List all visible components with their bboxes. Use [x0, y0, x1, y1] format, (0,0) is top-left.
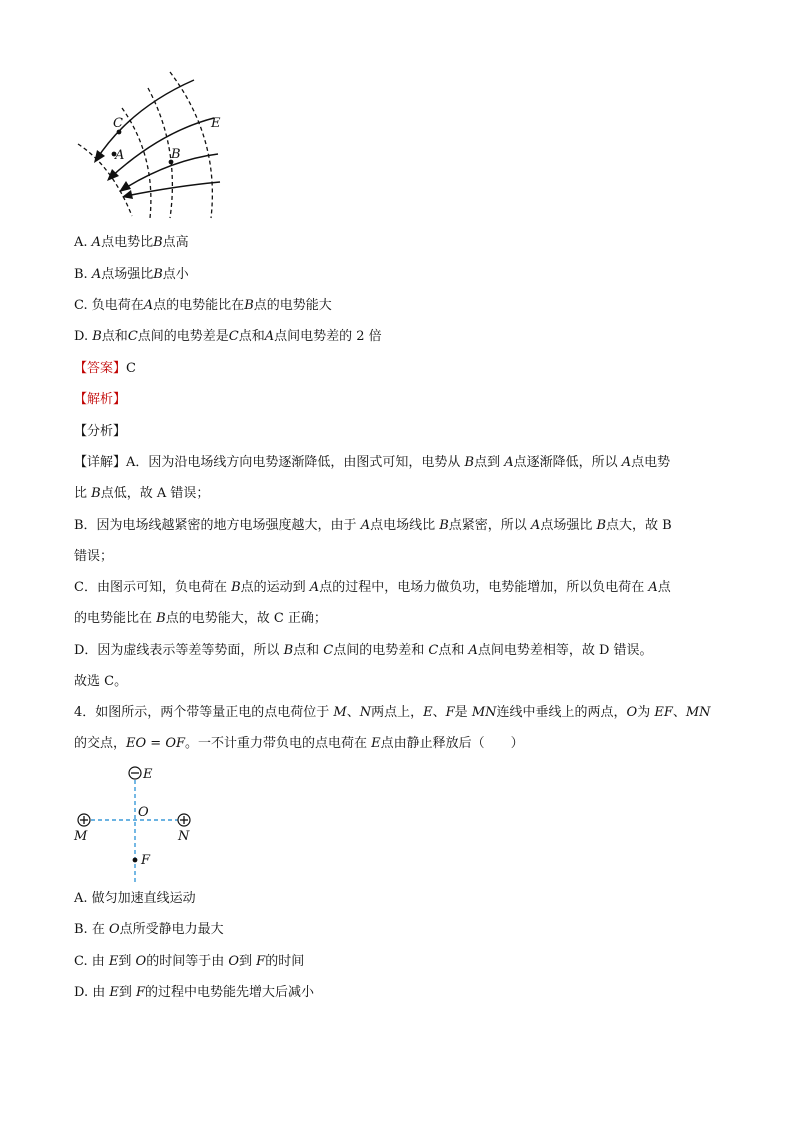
q4-option-d [74, 984, 314, 1002]
point-f-dot [133, 858, 138, 863]
text: B．因为电场线越紧密的地方电场强度越大，由于 [74, 518, 361, 533]
equation: EO = OF [126, 736, 185, 751]
point-var: B [153, 267, 163, 282]
detail-line-5 [74, 579, 671, 597]
option-text: 的时间 [265, 954, 305, 969]
option-letter: B. [74, 922, 88, 937]
text: A．因为沿电场线方向电势逐渐降低，由图式可知，电势从 [126, 455, 465, 470]
point-var: E [371, 736, 381, 751]
detail-line-7 [74, 642, 653, 660]
option-text: 到 [239, 954, 257, 969]
point-var: O [108, 922, 120, 937]
point-charges-figure [68, 760, 208, 886]
point-var: E [108, 954, 119, 969]
point-var: A [264, 329, 275, 344]
text: 点 [657, 580, 671, 595]
option-text: 由 [91, 954, 109, 969]
electric-field-figure [70, 68, 240, 220]
q4-stem-line-1 [74, 704, 711, 722]
point-var: C [428, 643, 439, 658]
text: 、 [346, 705, 360, 720]
point-var: M [333, 705, 347, 720]
text: 是 [454, 705, 472, 720]
detail-line-4: 错误； [74, 549, 114, 564]
point-var: C [127, 329, 138, 344]
answer-line [74, 360, 136, 378]
option-text: 到 [118, 954, 136, 969]
detail-label: 【详解】 [74, 455, 127, 470]
q3-option-c [74, 297, 332, 315]
option-text: 点小 [162, 267, 189, 282]
arrowhead-1 [94, 150, 105, 163]
text: 点紧密，所以 [448, 518, 531, 533]
point-var: A [309, 580, 320, 595]
point-var: A [91, 235, 102, 250]
text: 点和 [293, 643, 324, 658]
option-text: 做匀加速直线运动 [91, 891, 196, 906]
option-letter: D. [74, 329, 89, 344]
text: C．由图示可知，负电荷在 [74, 580, 232, 595]
text: 。一不计重力带负电的点电荷在 [185, 736, 372, 751]
text: 点大，故 B [606, 518, 672, 533]
point-var: B [283, 643, 294, 658]
point-var: E [109, 985, 119, 1000]
text: 点的电势能大，故 C 正确； [165, 611, 327, 626]
option-letter: B. [74, 267, 88, 282]
point-var: B [91, 486, 101, 501]
point-var: B [464, 455, 475, 470]
equipotential-3 [148, 88, 172, 218]
q3-option-a [74, 234, 189, 252]
q4-option-a [74, 890, 196, 908]
text: 点电场线比 [370, 518, 440, 533]
label-e: E [143, 767, 153, 782]
point-var: B [439, 518, 449, 533]
text: 点场强比 [540, 518, 597, 533]
option-letter: D. [74, 985, 89, 1000]
point-var: MN [471, 705, 497, 720]
text: 点的过程中，电场力做负功，电势能增加，所以负电荷在 [319, 580, 649, 595]
point-var: F [136, 985, 146, 1000]
point-var: N [359, 705, 372, 720]
option-text: 点的电势能大 [253, 298, 332, 313]
arrowheads [94, 150, 133, 199]
option-text: 点所受静电力最大 [119, 922, 224, 937]
option-text: 点场强比 [101, 267, 154, 282]
analysis-label: 【解析】 [74, 392, 127, 407]
point-var: C [323, 643, 334, 658]
option-letter: C. [74, 954, 88, 969]
point-var: B [92, 329, 102, 344]
negative-charge-e [129, 767, 141, 779]
text: 为 [637, 705, 655, 720]
point-var: A [621, 455, 632, 470]
point-var: A [530, 518, 541, 533]
positive-charge-m [78, 814, 90, 826]
equipotential-4 [170, 72, 212, 218]
point-var: O [626, 705, 638, 720]
label-o: O [138, 805, 149, 820]
point-var: B [156, 611, 166, 626]
label-m: M [74, 829, 88, 844]
option-text: 在 [91, 922, 109, 937]
q3-option-b [74, 266, 189, 284]
point-var: A [648, 580, 658, 595]
option-text: 点和 [101, 329, 128, 344]
text: 点逐渐降低，所以 [513, 455, 622, 470]
text: 比 [74, 486, 92, 501]
label-n: N [178, 829, 190, 844]
label-b: B [171, 147, 181, 162]
point-var: O [135, 954, 147, 969]
detail-line-1 [74, 454, 670, 472]
point-var: B [153, 235, 163, 250]
text: 4．如图所示，两个带等量正电的点电荷位于 [74, 705, 334, 720]
point-var: C [228, 329, 239, 344]
option-letter: A. [74, 235, 88, 250]
text: 点到 [474, 455, 505, 470]
option-letter: C. [74, 298, 88, 313]
equipotential-lines [78, 72, 212, 218]
point-var: A [143, 298, 154, 313]
option-letter: A. [74, 891, 88, 906]
text: 点电势 [631, 455, 671, 470]
answer-label: 【答案】 [74, 361, 127, 376]
point-var: O [228, 954, 240, 969]
point-var: MN [685, 705, 711, 720]
label-c: C [113, 116, 123, 131]
label-a: A [115, 148, 125, 163]
point-var: E [423, 705, 433, 720]
text: 点和 [438, 643, 469, 658]
conclusion: 故选 C。 [74, 674, 128, 689]
point-var: B [244, 298, 254, 313]
q4-option-c [74, 953, 304, 971]
option-text: 由 [92, 985, 110, 1000]
text: 点间的电势差和 [333, 643, 429, 658]
q4-stem-line-2 [74, 735, 524, 753]
option-text: 点间的电势差是 [137, 329, 229, 344]
q3-option-d [74, 328, 382, 346]
point-var: EF [654, 705, 673, 720]
label-e: E [211, 116, 221, 131]
fenxi-label: 【分析】 [74, 424, 127, 439]
point-var: F [256, 954, 266, 969]
option-text: 点和 [238, 329, 265, 344]
text: D．因为虚线表示等差等势面，所以 [74, 643, 284, 658]
positive-charge-n [178, 814, 190, 826]
point-var: A [91, 267, 102, 282]
option-text: 点电势比 [101, 235, 154, 250]
text: 点的运动到 [240, 580, 310, 595]
detail-line-6 [74, 610, 327, 628]
text: 的交点， [74, 736, 127, 751]
text: 连线中垂线上的两点， [496, 705, 627, 720]
text: 两点上， [371, 705, 424, 720]
option-text: 点高 [162, 235, 189, 250]
text: 点由静止释放后（ ） [380, 736, 524, 751]
option-text: 负电荷在 [91, 298, 144, 313]
text: 、 [672, 705, 686, 720]
point-var: B [596, 518, 607, 533]
option-text: 点的电势能比在 [153, 298, 245, 313]
option-text: 的过程中电势能先增大后减小 [145, 985, 315, 1000]
point-var: B [231, 580, 241, 595]
text: 、 [432, 705, 446, 720]
option-text: 到 [118, 985, 137, 1000]
point-var: A [468, 643, 478, 658]
text: 的电势能比在 [74, 611, 157, 626]
text: 点低，故 A 错误； [100, 486, 210, 501]
q4-option-b [74, 921, 224, 939]
point-var: A [360, 518, 371, 533]
detail-line-3 [74, 517, 672, 535]
point-var: F [445, 705, 455, 720]
option-text: 的时间等于由 [146, 954, 229, 969]
option-text: 点间电势差的 2 倍 [274, 329, 382, 344]
field-line-3 [122, 154, 218, 190]
label-f: F [141, 853, 151, 868]
field-lines [96, 80, 220, 196]
answer-value: C [126, 361, 136, 376]
arrowhead-3 [119, 181, 131, 192]
point-var: A [504, 455, 514, 470]
text: 点间电势差相等，故 D 错误。 [477, 643, 653, 658]
detail-line-2 [74, 485, 209, 503]
